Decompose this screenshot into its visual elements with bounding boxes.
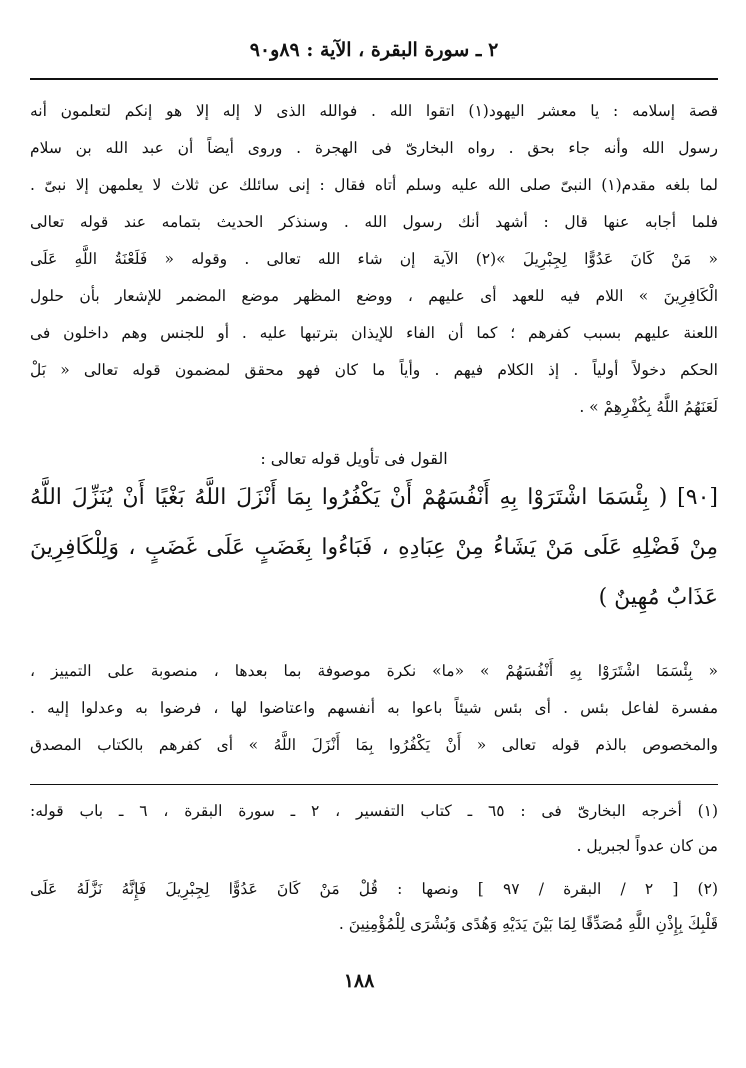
footnote-divider bbox=[30, 784, 718, 785]
header-divider bbox=[30, 78, 718, 80]
footnote-line: (١) أخرجه البخارىّ فى : ٦٥ ـ كتاب التفسير ، ٢ ـ سورة البقرة ، ٦ ـ باب قوله: bbox=[30, 802, 718, 820]
body-line: رسول الله وأنه جاء بحق . رواه البخارىّ فى الهجرة . وروى أيضاً أن عبد الله بن سلام bbox=[30, 139, 718, 157]
page-number: ١٨٨ bbox=[343, 970, 375, 992]
body-line: لما بلغه مقدم(١) النبىّ صلى الله عليه وسلم أتاه فقال : إنى سائلك عن ثلاث لا يعلمهن إلا نبىّ . bbox=[30, 176, 718, 194]
body-line: لَعَنَهُمُ اللَّهُ بِكُفْرِهِمْ » . bbox=[579, 398, 718, 416]
body-line: مفسرة لفاعل بئس . أى بئس شيئاً باعوا به أنفسهم واعتاضوا لها ، فرضوا به وعدلوا إليه . bbox=[30, 699, 718, 717]
body-line: فلما أجابه عنها قال : أشهد أنك رسول الله . وسنذكر الحديث بتمامه عند قوله تعالى bbox=[30, 213, 718, 231]
footnote-line: من كان عدواً لجبريل . bbox=[576, 837, 718, 855]
body-line: « مَنْ كَانَ عَدُوًّا لِجِبْرِيلَ »(٢) الآية إن شاء الله تعالى . وقوله « فَلَعْنَةُ اللَّهِ عَلَى bbox=[30, 250, 718, 268]
section-heading: القول فى تأويل قوله تعالى : bbox=[260, 449, 448, 468]
verse-line: [٩٠] ( بِئْسَمَا اشْتَرَوْا بِهِ أَنْفُسَهُمْ أَنْ يَكْفُرُوا بِمَا أَنْزَلَ اللَّهُ بَغْيًا أَنْ يُنَزِّلَ اللَّهُ bbox=[30, 485, 718, 510]
body-line: والمخصوص بالذم قوله تعالى « أَنْ يَكْفُرُوا بِمَا أَنْزَلَ اللَّهُ » أى كفرهم بالكتاب المصدق bbox=[30, 736, 718, 754]
footnote-line: (٢) [ ٢ / البقرة / ٩٧ ] ونصها : قُلْ مَنْ كَانَ عَدُوًّا لِجِبْرِيلَ فَإِنَّهُ نَزَّلَهُ عَلَى bbox=[30, 880, 718, 898]
verse-line: مِنْ فَضْلِهِ عَلَى مَنْ يَشَاءُ مِنْ عِبَادِهِ ، فَبَاءُوا بِغَضَبٍ عَلَى غَضَبٍ ، وَلِلْكَافِرِينَ bbox=[30, 535, 718, 560]
body-line: قصة إسلامه : يا معشر اليهود(١) اتقوا الله . فوالله الذى لا إله إلا هو إنكم لتعلمون أنه bbox=[30, 102, 718, 120]
body-line: اللعنة عليهم بسبب كفرهم ؛ كما أن الفاء للإيذان بترتبها عليه . أو للجنس وهم داخلون فى bbox=[30, 324, 718, 342]
footnote-line: قَلْبِكَ بِإِذْنِ اللَّهِ مُصَدِّقًا لِمَا بَيْنَ يَدَيْهِ وَهُدًى وَبُشْرَى لِلْمُؤْمِنِينَ . bbox=[338, 915, 718, 933]
body-line: « بِئْسَمَا اشْتَرَوْا بِهِ أَنْفُسَهُمْ » «ما» نكرة موصوفة بما بعدها ، منصوبة على التمييز ، bbox=[30, 662, 718, 680]
verse-line: عَذَابٌ مُهِينٌ ) bbox=[598, 585, 718, 610]
body-line: الْكَافِرِينَ » اللام فيه للعهد أى عليهم ، ووضع المظهر موضع المضمر للإشعار بأن حلول bbox=[30, 287, 718, 305]
body-line: الحكم دخولاً أولياً . إذ الكلام فيهم . وأياً ما كان فهو محقق لمضمون قوله تعالى « بَلْ bbox=[30, 361, 718, 379]
book-page bbox=[30, 26, 718, 1036]
running-header: ٢ ـ سورة البقرة ، الآية : ٨٩و٩٠ bbox=[249, 39, 499, 61]
